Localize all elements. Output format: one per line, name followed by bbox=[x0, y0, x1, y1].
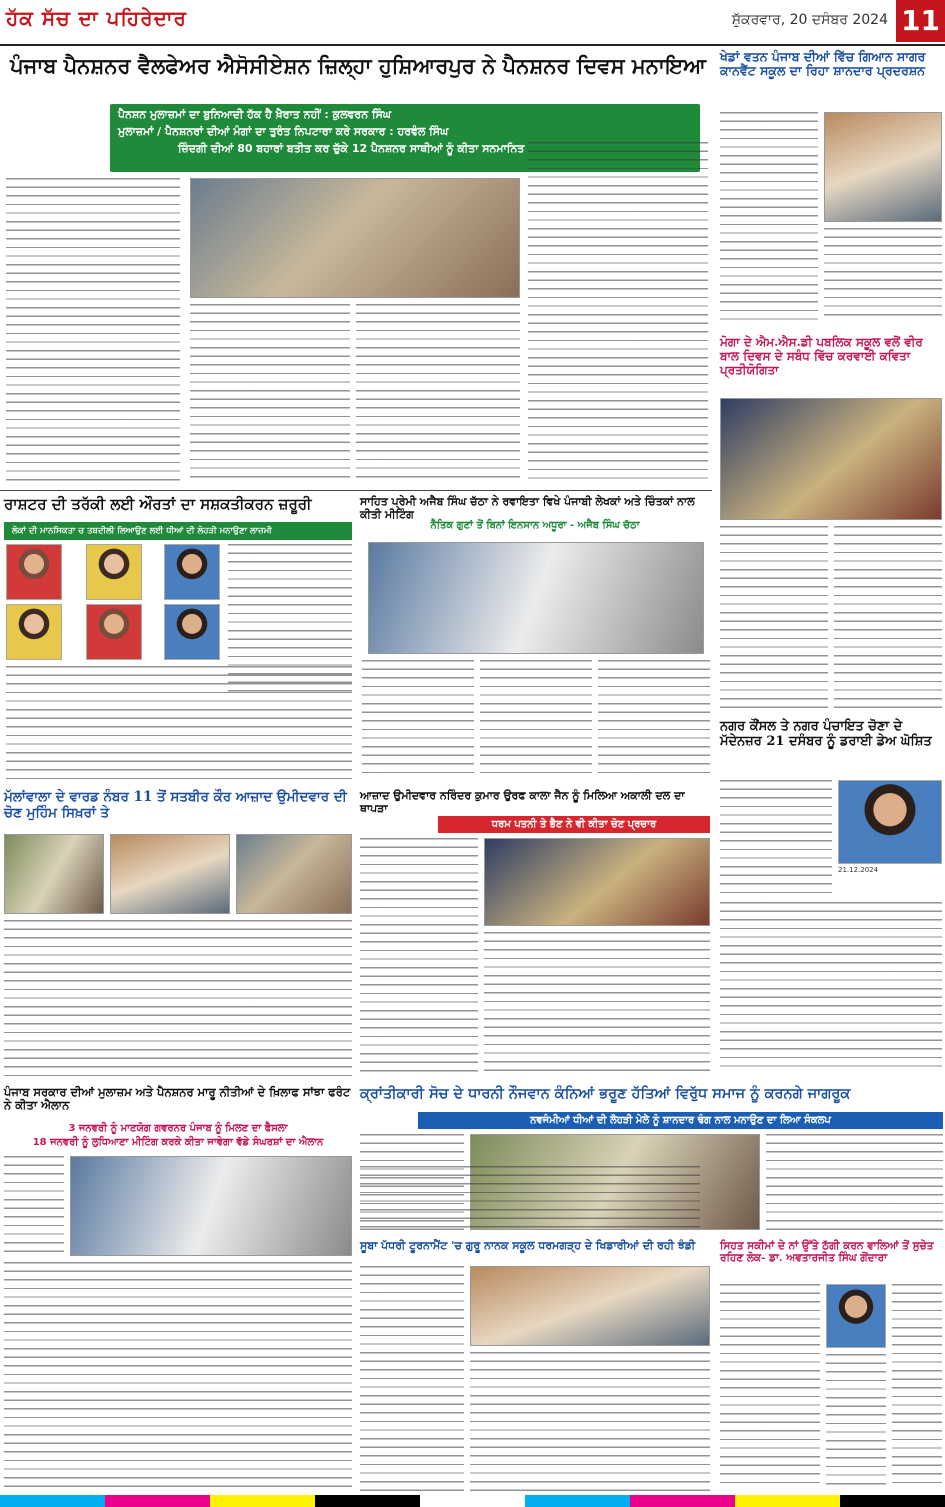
election-body-1 bbox=[720, 780, 832, 898]
literary-headline: ਸਾਹਿਤ ਪ੍ਰੇਮੀ ਅਜੈਬ ਸਿੰਘ ਚੱਠਾ ਨੇ ਰਵਾਇਤਾ ਵਿਖੇ ਪੰਜਾਬੀ ਲੇਖਕਾਂ ਅਤੇ ਚਿੰਤਕਾਂ ਨਾਲ ਕੀਤੀ ਮੀਟਿੰਗ bbox=[360, 495, 695, 521]
moga-body-2 bbox=[834, 526, 942, 710]
front-subhead-line-1: 3 ਜਨਵਰੀ ਨੂੰ ਮਾਣਯੋਗ ਗਵਰਨਰ ਪੰਜਾਬ ਨੂੰ ਮਿਲਣ ਦਾ ਫੈਸਲਾ bbox=[68, 1123, 288, 1134]
health-body-2 bbox=[892, 1284, 942, 1490]
front-photo-grid bbox=[70, 1156, 352, 1256]
lead-body-column-3 bbox=[356, 304, 520, 484]
lead-subhead-1: ਪੈਨਸ਼ਨ ਮੁਲਾਜ਼ਮਾਂ ਦਾ ਬੁਨਿਆਦੀ ਹੱਕ ਹੈ ਖ਼ੈਰਾਤ ਨਹੀਂ : ਕੁਲਵਰਨ ਸਿੰਘ bbox=[118, 108, 392, 121]
tournament-headline: ਸੂਬਾ ਪੱਧਰੀ ਟੂਰਨਾਮੈਂਟ 'ਚ ਗੁਰੂ ਨਾਨਕ ਸਕੂਲ ਧਰਮਗੜ੍ਹ ਦੇ ਖਿਡਾਰੀਆਂ ਦੀ ਰਹੀ ਝੰਡੀ bbox=[360, 1239, 696, 1252]
literary-body-2 bbox=[480, 660, 592, 780]
front-body-2 bbox=[4, 1262, 352, 1492]
front-story bbox=[0, 1084, 355, 1496]
azad-story bbox=[358, 788, 712, 1080]
tournament-body-2 bbox=[470, 1352, 710, 1492]
health-body-1 bbox=[720, 1284, 820, 1490]
tournament-story bbox=[358, 1238, 712, 1496]
literary-body-3 bbox=[598, 660, 710, 780]
women-headline: ਰਾਸ਼ਟਰ ਦੀ ਤਰੱਕੀ ਲਈ ਔਰਤਾਂ ਦਾ ਸਸ਼ਕਤੀਕਰਨ ਜ਼ਰੂਰੀ bbox=[4, 495, 312, 513]
print-color-strip bbox=[0, 1495, 945, 1507]
literary-story bbox=[358, 494, 712, 784]
azad-photo bbox=[484, 838, 710, 926]
lead-story bbox=[0, 48, 712, 488]
sports-body bbox=[720, 112, 818, 322]
lead-subhead-2: ਮੁਲਾਜ਼ਮਾਂ / ਪੈਨਸ਼ਨਰਾਂ ਦੀਆਂ ਮੰਗਾਂ ਦਾ ਤੁਰੰਤ ਨਿਪਟਾਰਾ ਕਰੇ ਸਰਕਾਰ : ਹਰਵੰਲ ਸਿੰਘ bbox=[118, 125, 449, 138]
azad-body-1 bbox=[360, 838, 478, 1076]
lead-bottom-rule bbox=[0, 490, 712, 491]
malout-photo-3 bbox=[236, 834, 352, 914]
sports-body-2 bbox=[824, 228, 942, 322]
moga-headline: ਮੋਗਾ ਦੇ ਐਮ.ਐਸ.ਡੀ ਪਬਲਿਕ ਸਕੂਲ ਵਲੋਂ ਵੀਰ ਬਾਲ ਦਿਵਸ ਦੇ ਸਬੰਧ ਵਿੱਚ ਕਰਵਾਈ ਕਵਿਤਾ ਪ੍ਰਤੀਯੋਗਿਤਾ bbox=[720, 335, 923, 377]
women-story bbox=[0, 494, 355, 784]
women-portrait-2 bbox=[86, 544, 142, 600]
election-body-2 bbox=[720, 902, 942, 1072]
moga-story bbox=[716, 334, 945, 714]
malout-photo-2 bbox=[110, 834, 230, 914]
front-subhead-line-2: 18 ਜਨਵਰੀ ਨੂੰ ਲੁਧਿਆਣਾ ਮੀਟਿੰਗ ਕਰਕੇ ਕੀਤਾ ਜਾਵੇਗਾ ਵੱਡੇ ਸੰਘਰਸ਼ਾਂ ਦਾ ਐਲਾਨ bbox=[32, 1137, 324, 1148]
malout-story bbox=[0, 788, 355, 1080]
moga-body-1 bbox=[720, 526, 828, 710]
front-subhead bbox=[4, 1122, 352, 1152]
masthead-date: ਸ਼ੁੱਕਰਵਾਰ, 20 ਦਸੰਬਰ 2024 bbox=[731, 12, 888, 28]
lead-body-column-1 bbox=[6, 178, 180, 483]
malout-headline: ਮੱਲਾਂਵਾਲਾ ਦੇ ਵਾਰਡ ਨੰਬਰ 11 ਤੋਂ ਸਤਬੀਰ ਕੌਰ ਆਜ਼ਾਦ ਉਮੀਦਵਾਰ ਦੀ ਚੋਣ ਮੁਹਿੰਮ ਸਿਖ਼ਰਾਂ ਤੇ bbox=[4, 789, 347, 821]
election-official-photo bbox=[838, 780, 942, 864]
moga-photo bbox=[720, 398, 942, 520]
literary-subhead: ਨੈਤਿਕ ਗੁਣਾਂ ਤੋਂ ਬਿਨਾਂ ਇਨਸਾਨ ਅਧੂਰਾ - ਅਜੈਬ ਸਿੰਘ ਚੱਠਾ bbox=[430, 520, 640, 531]
front-headline: ਪੰਜਾਬ ਸਰਕਾਰ ਦੀਆਂ ਮੁਲਾਜ਼ਮ ਅਤੇ ਪੈਨਸ਼ਨਰ ਮਾਰੂ ਨੀਤੀਆਂ ਦੇ ਖ਼ਿਲਾਫ ਸਾਂਝਾ ਫਰੰਟ ਨੇ ਕੀਤਾ ਐਲਾਨ bbox=[4, 1085, 351, 1113]
lead-body-column-2 bbox=[190, 304, 350, 484]
women-portrait-6 bbox=[164, 604, 220, 660]
women-body-2 bbox=[6, 666, 352, 781]
tournament-photo bbox=[470, 1266, 710, 1346]
election-headline: ਨਗਰ ਕੌਂਸਲ ਤੇ ਨਗਰ ਪੰਚਾਇਤ ਚੋਣਾ ਦੇ ਮੱਦੇਨਜ਼ਰ 21 ਦਸੰਬਰ ਨੂੰ ਡਰਾਈ ਡੇਅ ਘੋਸ਼ਿਤ bbox=[720, 719, 932, 749]
health-headline: ਸਿਹਤ ਸਕੀਮਾਂ ਦੇ ਨਾਂ ਉੱਤੇ ਠੱਗੀ ਕਰਨ ਵਾਲਿਆਂ ਤੋਂ ਸੁਚੇਤ ਰਹਿਣ ਲੋਕ- ਡਾ. ਅਵਤਾਰਜੀਤ ਸਿੰਘ ਗੋਂਦਾਰਾ bbox=[720, 1240, 934, 1265]
revolution-body-3 bbox=[360, 1166, 700, 1228]
health-doctor-photo bbox=[826, 1284, 886, 1348]
women-subhead: ਲੋਕਾਂ ਦੀ ਮਾਨਸਿਕਤਾ ਚ ਤਬਦੀਲੀ ਲਿਆਉਣ ਲਈ ਧੀਆਂ ਦੀ ਲੋਹੜੀ ਮਨਾਉਣਾ ਲਾਜ਼ਮੀ bbox=[4, 522, 352, 540]
women-portrait-3 bbox=[164, 544, 220, 600]
election-photo-date: 21.12.2024 bbox=[838, 866, 879, 874]
azad-headline: ਆਜ਼ਾਦ ਉਮੀਦਵਾਰ ਨਰਿੰਦਰ ਕੁਮਾਰ ਉਰਫ ਕਾਲਾ ਜੈਨ ਨੂੰ ਮਿਲਿਆ ਅਕਾਲੀ ਦਲ ਦਾ ਥਾਪੜਾ bbox=[360, 789, 685, 815]
front-body-1 bbox=[4, 1156, 64, 1256]
azad-subhead: ਧਰਮ ਪਤਨੀ ਤੇ ਭੈਣ ਨੇ ਵੀ ਕੀਤਾ ਚੋਣ ਪ੍ਰਚਾਰ bbox=[438, 816, 710, 833]
malout-photo-1 bbox=[4, 834, 104, 914]
women-portrait-5 bbox=[86, 604, 142, 660]
health-story bbox=[716, 1238, 945, 1496]
page-number: 11 bbox=[896, 0, 945, 42]
election-story bbox=[716, 718, 945, 1080]
lead-body-column-4 bbox=[528, 142, 708, 484]
sports-photo bbox=[824, 112, 942, 222]
revolution-headline: ਕ੍ਰਾਂਤੀਕਾਰੀ ਸੋਚ ਦੇ ਧਾਰਨੀ ਨੌਜਵਾਨ ਕੰਨਿਆਂ ਭਰੂਣ ਹੱਤਿਆਂ ਵਿਰੁੱਧ ਸਮਾਜ ਨੂੰ ਕਰਨਗੇ ਜਾਗਰੂਕ bbox=[360, 1085, 851, 1102]
health-body-3 bbox=[826, 1354, 886, 1490]
lead-photo-event bbox=[190, 178, 520, 298]
masthead-title: ਹੱਕ ਸੱਚ ਦਾ ਪਹਿਰੇਦਾਰ bbox=[6, 6, 187, 30]
literary-body-1 bbox=[362, 660, 474, 780]
lead-subhead-3: ਜ਼ਿੰਦਗੀ ਦੀਆਂ 80 ਬਹਾਰਾਂ ਬਤੀਤ ਕਰ ਚੁੱਕੇ 12 ਪੈਨਸ਼ਨਰ ਸਾਥੀਆਂ ਨੂੰ ਕੀਤਾ ਸਨਮਾਨਿਤ bbox=[178, 142, 525, 155]
lead-headline: ਪੰਜਾਬ ਪੈਨਸ਼ਨਰ ਵੈਲਫੇਅਰ ਐਸੋਸੀਏਸ਼ਨ ਜ਼ਿਲ੍ਹਾ ਹੁਸ਼ਿਆਰਪੁਰ ਨੇ ਪੈਨਸ਼ਨਰ ਦਿਵਸ ਮਨਾਇਆ bbox=[10, 53, 706, 78]
tournament-body-1 bbox=[360, 1266, 464, 1492]
malout-body bbox=[4, 920, 352, 1076]
women-portrait-1 bbox=[6, 544, 62, 600]
masthead-rule bbox=[0, 44, 945, 46]
women-portrait-4 bbox=[6, 604, 62, 660]
revolution-body-2 bbox=[766, 1134, 943, 1230]
revolution-subhead: ਨਵਜੰਮੀਆਂ ਧੀਆਂ ਦੀ ਲੋਹੜੀ ਮੇਲੇ ਨੂੰ ਸ਼ਾਨਦਾਰ ਢੰਗ ਨਾਲ ਮਨਾਉਣ ਦਾ ਲਿਆ ਸੰਕਲਪ bbox=[418, 1112, 943, 1129]
sports-story bbox=[716, 48, 945, 332]
azad-body-2 bbox=[484, 932, 710, 1076]
literary-photo bbox=[368, 542, 704, 654]
sports-headline: ਖੇਡਾਂ ਵਤਨ ਪੰਜਾਬ ਦੀਆਂ ਵਿੱਚ ਗਿਆਨ ਸਾਗਰ ਕਾਨਵੈਂਟ ਸਕੂਲ ਦਾ ਰਿਹਾ ਸ਼ਾਨਦਾਰ ਪ੍ਰਦਰਸ਼ਨ bbox=[720, 49, 926, 79]
